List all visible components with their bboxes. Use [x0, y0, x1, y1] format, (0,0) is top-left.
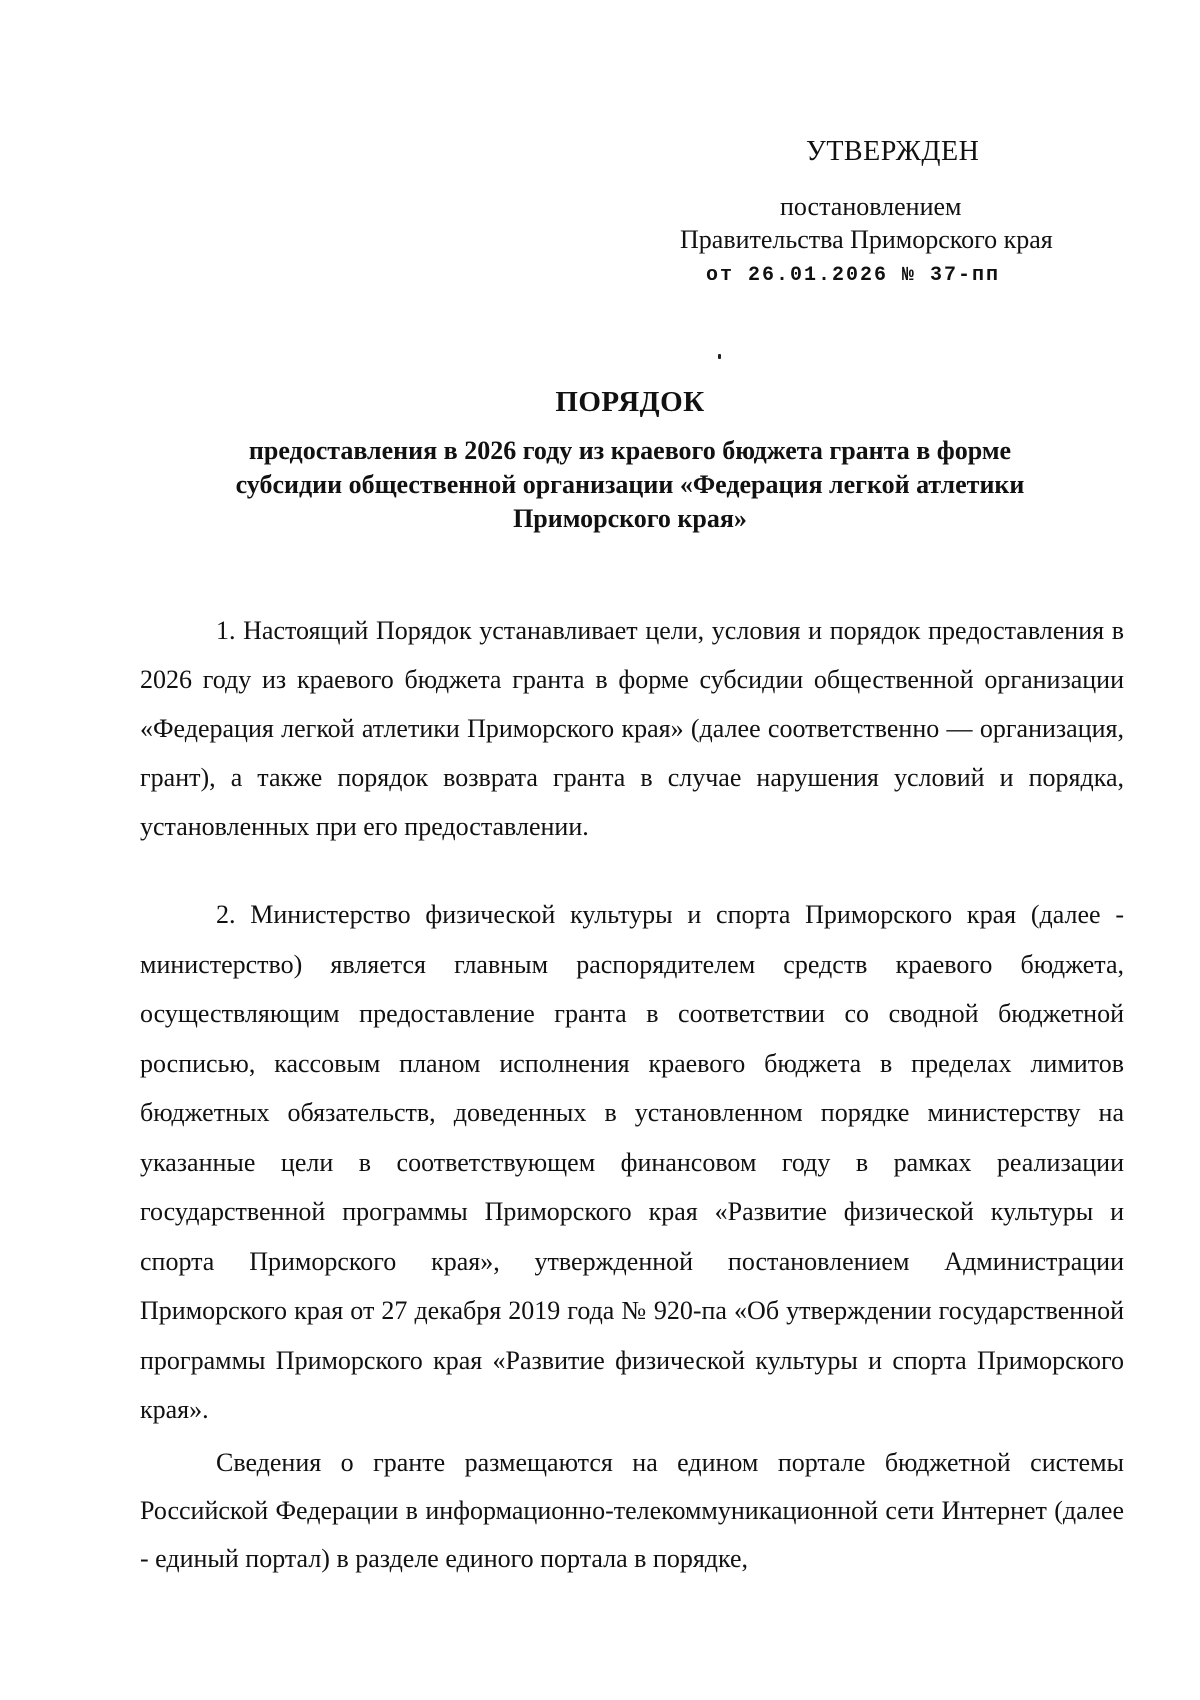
approval-heading: УТВЕРЖДЕН [806, 136, 980, 167]
approval-line-resolution: постановлением [780, 192, 962, 221]
paragraph-3: Сведения о гранте размещаются на едином портале бюджетной системы Российской Федерации в информационно-телекоммуникационной сети Интернет (далее - единый портал) в разделе единого портала в порядке, [140, 1448, 1124, 1573]
resolution-number-stamp: от 26.01.2026 № 37-пп [706, 264, 1001, 287]
document-subtitle: предоставления в 2026 году из краевого бюджета гранта в форме субсидии общественной организации «Федерация легкой атлетики Приморского края» [235, 436, 1025, 533]
document-title: ПОРЯДОК [555, 386, 705, 418]
approval-line-government: Правительства Приморского края [680, 225, 1053, 254]
scan-speck [718, 354, 721, 359]
paragraph-2: 2. Министерство физической культуры и спорта Приморского края (далее - министерство) является главным распорядителем средств краевого бюджета, осуществляющим предоставление гранта в соответствии со сводной бюджетной росписью, кассовым планом исполнения краевого бюджета в пределах лимитов бюджетных обязательств, доведенных в установленном порядке министерству на указанные цели в соответствующем финансовом году в рамках реализации государственной программы Приморского края «Развитие физической культуры и спорта Приморского края», утвержденной постановлением Администрации Приморского края от 27 декабря 2019 года № 920-па «Об утверждении государственной программы Приморского края «Развитие физической культуры и спорта Приморского края». [140, 900, 1124, 1424]
paragraph-1: 1. Настоящий Порядок устанавливает цели, условия и порядок предоставления в 2026 году из краевого бюджета гранта в форме субсидии общественной организации «Федерация легкой атлетики Приморского края» (далее соответственно — организация, грант), а также порядок возврата гранта в случае нарушения условий и порядка, установленных при его предоставлении. [140, 616, 1124, 841]
